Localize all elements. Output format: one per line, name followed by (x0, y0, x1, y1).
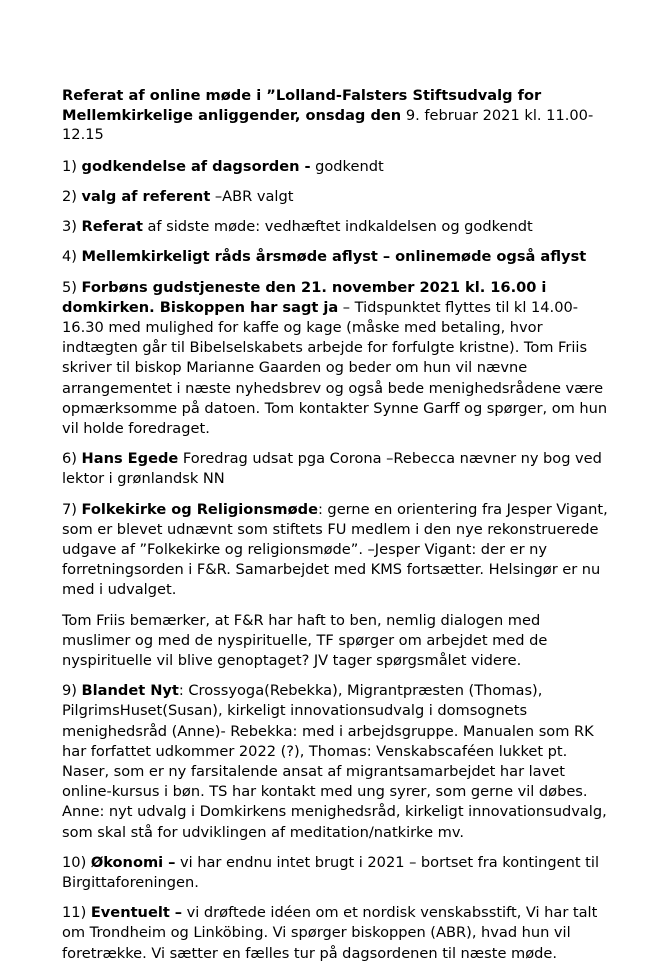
agenda-item-number: 2) (62, 187, 82, 205)
agenda-item-number: 11) (62, 904, 91, 922)
agenda-item-body: – Tidspunktet flyttes til kl 14.00-16.30 med mulighed for kaffe og kage (måske med betaling, hvor indtægten går til Bibelselskabets arbejde for forfulgte kristne). Tom Friis skriver til biskop Marianne Gaarden og beder om hun vil nævne arrangementet i næste nyhedsbrev og også bede menighedsrådene være opmærksomme på datoen. Tom kontakter Synne Garff og spørger, om hun vil holde foredraget. (62, 298, 608, 438)
agenda-item-number: 9) (62, 682, 82, 700)
agenda-item (62, 449, 612, 489)
agenda-item-number: 7) (62, 500, 82, 518)
agenda-item-lead: Forbøns gudstjeneste den 21. november 2021 kl. 16.00 i domkirken. Biskoppen har sagt ja (62, 278, 547, 316)
agenda-item-number: 3) (62, 218, 82, 236)
agenda-item-lead: Økonomi – (90, 853, 176, 871)
agenda-item (62, 247, 612, 267)
agenda-item-body: Tom Friis bemærker, at F&R har haft to ben, nemlig dialogen med muslimer og med de nyspirituelle, TF spørger om arbejdet med de nyspirituelle vil blive genoptaget? JV tager spørgsmålet videre. (62, 611, 548, 670)
agenda-item-body: Foredrag udsat pga Corona –Rebecca nævner ny bog ved lektor i grønlandsk NN (62, 450, 602, 488)
agenda-item-body: godkendt (310, 157, 384, 175)
agenda-item-lead: valg af referent (81, 187, 211, 205)
agenda-item-body: : Crossyoga(Rebekka), Migrantpræsten (Thomas), PilgrimsHuset(Susan), kirkeligt innovationsudvalg i domsognets menighedsråd (Anne)- Rebekka: med i arbejdsgruppe. Manualen som RK har forfattet udkommer 2022 (?), Thomas: Venskabscaféen lukket pt. Naser, som er ny farsitalende ansat af migrantsamarbejdet har lavet online-kursus i bøn. TS har kontakt med ung syrer, som gerne vil døbes. Anne: nyt udvalg i Domkirkens menighedsråd, kirkeligt innovationsudvalg, som skal stå for udviklingen af meditation/natkirke mv. (62, 682, 607, 841)
agenda-item (62, 187, 612, 207)
agenda-item-body: vi har endnu intet brugt i 2021 – bortset fra kontingent til Birgittaforeningen. (62, 853, 600, 892)
agenda-item-lead: Blandet Nyt (81, 682, 179, 700)
agenda-item-lead: godkendelse af dagsorden - (81, 157, 311, 175)
document-title (62, 86, 612, 145)
agenda-item (62, 903, 612, 964)
agenda-item-body: –ABR valgt (210, 187, 294, 205)
agenda-item (62, 278, 612, 440)
agenda-item-lead: Folkekirke og Religionsmøde (81, 500, 318, 518)
agenda-item (62, 157, 612, 177)
agenda-item-body: af sidste møde: vedhæftet indkaldelsen og godkendt (142, 218, 533, 236)
agenda-item-lead: Mellemkirkeligt råds årsmøde aflyst – onlinemøde også aflyst (81, 248, 587, 266)
document-title-regular: 9. februar 2021 kl. 11.00-12.15 (62, 106, 594, 144)
agenda-item (62, 217, 612, 237)
agenda-item (62, 853, 612, 893)
agenda-item-number: 10) (62, 853, 91, 871)
agenda-item-number: 4) (62, 248, 82, 266)
agenda-item-lead: Referat (81, 218, 143, 236)
agenda-item-lead: Hans Egede (81, 450, 179, 468)
agenda-item-number: 1) (62, 157, 82, 175)
agenda-item-number: 5) (62, 278, 82, 296)
document-title-bold: Referat af online møde i ”Lolland-Falsters Stiftsudvalg for Mellemkirkelige anliggender, onsdag den (62, 87, 542, 124)
agenda-item-body: : gerne en orientering fra Jesper Vigant, som er blevet udnævnt som stiftets FU medlem i den nye rekonstruerede udgave af ”Folkekirke og religionsmøde”. –Jesper Vigant: der er ny forretningsorden i F&R. Samarbejdet med KMS fortsætter. Helsingør er nu med i udvalget. (62, 500, 608, 599)
agenda-item (62, 681, 612, 843)
agenda-item-number: 6) (62, 450, 82, 468)
agenda-item (62, 500, 612, 601)
agenda-item (62, 611, 612, 672)
agenda-item-body: vi drøftede idéen om et nordisk venskabsstift, Vi har talt om Trondheim og Linköbing. Vi spørger biskoppen (ABR), hvad hun vil foretrække. Vi sætter en fælles tur på dagsordenen til næste møde. (62, 904, 598, 962)
agenda-items-list (62, 157, 612, 964)
agenda-item-lead: Eventuelt – (90, 904, 183, 922)
